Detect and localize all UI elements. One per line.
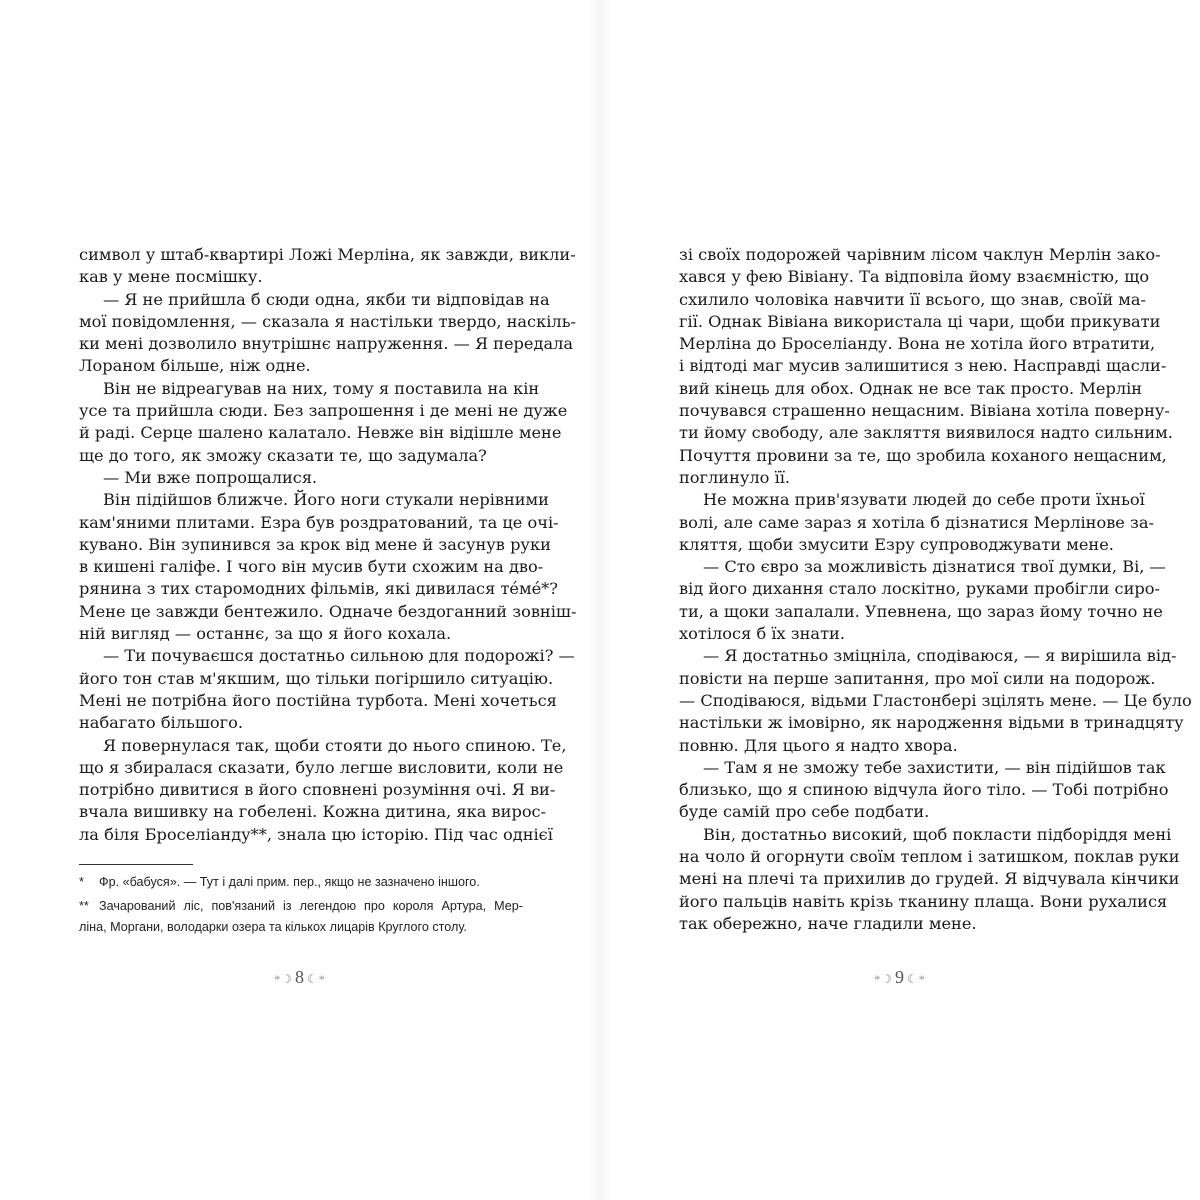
text-line: кав у мене посмішку. (79, 267, 263, 287)
page-number: 8 (295, 967, 305, 987)
moon-ornament-icon: ☾* (907, 972, 926, 986)
page-number-left (0, 967, 600, 988)
text-line: почувався страшенно нещасним. Вівіана хотіла поверну- (679, 401, 1170, 421)
text-line: що я збиралася сказати, було легше висловити, коли не (79, 757, 564, 777)
text-line: Не можна прив'язувати людей до себе проти їхньої (703, 490, 1145, 510)
text-line: ки мені дозволило внутрішнє напруження. — Я передала (79, 334, 574, 354)
right-page (600, 0, 1200, 1200)
footnote-text-continued: ліна, Моргани, володарки озера та кількох лицарів Круглого столу. (79, 919, 467, 934)
text-line: потрібно дивитися в його сповнені розуміння очі. Я ви- (79, 780, 556, 800)
text-line: мої повідомлення, — сказала я настільки твердо, наскіль- (79, 311, 576, 331)
page-number: 9 (895, 967, 905, 987)
footnote-mark: ** (79, 899, 89, 913)
text-line: мені на плечі та прихилив до грудей. Я відчувала кінчики (679, 869, 1180, 889)
text-line: Почуття провини за те, що зробила коханого нещасним, (679, 445, 1167, 465)
footnote-1 (79, 872, 523, 893)
text-line: ти, а щоки запалали. Упевнена, що зараз йому точно не (679, 601, 1163, 621)
footnote-text: Фр. «бабуся». — Тут і далі прим. пер., якщо не зазначено іншого. (99, 875, 480, 889)
text-line: буде самій про себе подбати. (679, 802, 930, 822)
text-line: — Сто євро за можливість дізнатися твої думки, Ві, — (703, 557, 1166, 577)
left-page-text (79, 244, 577, 846)
text-line: Він підійшов ближче. Його ноги стукали нерівними (103, 490, 549, 510)
text-line: від його дихання стало лоскітно, руками пробігли сиро- (679, 579, 1160, 599)
text-line: кам'яними плитами. Езра був роздратований, та це очі- (79, 512, 559, 532)
text-line: схилило чоловіка навчити її всього, що знав, своїй ма- (679, 289, 1146, 309)
moon-ornament-icon: ☾* (307, 972, 326, 986)
text-line: — Ми вже попрощалися. (103, 467, 318, 487)
text-line: кувано. Він зупинився за крок від мене й засунув руки (79, 534, 551, 554)
text-line: його тон став м'якшим, що тільки погіршило ситуацію. (79, 668, 554, 688)
text-line: повню. Для цього я надто хвора. (679, 735, 958, 755)
text-line: набагато більшого. (79, 713, 244, 733)
text-line: вчала вишивку на гобелені. Кожна дитина, яка вирос- (79, 802, 547, 822)
footnote-rule (79, 864, 193, 865)
text-line: — Я достатньо зміцніла, сподіваюся, — я вирішила від- (703, 646, 1177, 666)
text-line: Мерліна до Броселіанду. Вона не хотіла його втратити, (679, 334, 1156, 354)
text-line: вий кінець для обох. Однак не все так просто. Мерлін (679, 378, 1143, 398)
text-line: поглинуло її. (679, 467, 791, 487)
footnote-text: Зачарований ліс, пов'язаний із легендою про короля Артура, Мер- (99, 899, 523, 913)
footnote-mark: * (79, 875, 84, 889)
text-line: — Я не прийшла б сюди одна, якби ти відповідав на (103, 289, 550, 309)
text-line: настільки ж імовірно, як народження відьми в тринадцяту (679, 713, 1184, 733)
text-line: — Сподіваюся, відьми Гластонбері зцілять мене. — Це було (679, 690, 1192, 710)
text-line: — Там я не зможу тебе захистити, — він підійшов так (703, 757, 1166, 777)
text-line: волі, але саме зараз я хотіла б дізнатися Мерлінове за- (679, 512, 1154, 532)
text-line: кляття, щоби змусити Езру супроводжувати мене. (679, 534, 1114, 554)
text-line: так обережно, наче гладили мене. (679, 913, 977, 933)
text-line: зі своїх подорожей чарівним лісом чаклун Мерлін зако- (679, 245, 1161, 264)
text-line: ще до того, як зможу сказати те, що задумала? (79, 445, 487, 465)
text-line: і відтоді маг мусив залишитися з нею. Насправді щасли- (679, 356, 1167, 376)
text-line: Лораном більше, ніж одне. (79, 356, 311, 376)
text-line: хався у фею Вівіану. Та відповіла йому взаємністю, що (679, 267, 1150, 287)
text-line: повісти на перше запитання, про мої сили на подорож. (679, 668, 1156, 688)
text-line: ла біля Броселіанду**, знала цю історію. Під час однієї (79, 824, 553, 844)
text-line: на чоло й огорнути своїм теплом і затишком, поклав руки (679, 847, 1180, 867)
text-line: й раді. Серце шалено калатало. Невже він відішле мене (79, 423, 562, 443)
text-line: — Ти почуваєшся достатньо сильною для подорожі? — (103, 646, 575, 666)
text-line: ній вигляд — останнє, за що я його кохала. (79, 624, 452, 644)
text-line: усе та прийшла сюди. Без запрошення і де мені не дуже (79, 401, 568, 421)
text-line: ти йому свободу, але закляття виявилося надто сильним. (679, 423, 1173, 443)
text-line: символ у штаб-квартирі Ложі Мерліна, як завжди, викли- (79, 245, 576, 264)
text-line: хотілося б їх знати. (679, 624, 845, 644)
text-line: рянина з тих старомодних фільмів, які дивилася тéмé*? (79, 579, 558, 599)
text-line: Він не відреагував на них, тому я поставила на кін (103, 378, 540, 398)
text-line: Я повернулася так, щоби стояти до нього спиною. Те, (103, 735, 567, 755)
moon-ornament-icon: *☽ (274, 972, 293, 986)
text-line: його пальців навіть крізь тканину плаща. Вони рухалися (679, 891, 1168, 911)
text-line: гії. Однак Вівіана використала ці чари, щоби прикувати (679, 311, 1161, 331)
book-spine-shadow (588, 0, 612, 1200)
text-line: в кишені галіфе. І чого він мусив бути схожим на дво- (79, 557, 544, 577)
right-page-text (679, 244, 1192, 935)
text-line: Мене це завжди бентежило. Одначе бездоганний зовніш- (79, 601, 577, 621)
text-line: Він, достатньо високий, щоб покласти підборіддя мені (703, 824, 1172, 844)
page-number-right (600, 967, 1200, 988)
text-line: Мені не потрібна його постійна турбота. Мені хочеться (79, 690, 557, 710)
moon-ornament-icon: *☽ (874, 972, 893, 986)
footnote-2 (79, 896, 523, 937)
text-line: близько, що я спиною відчула його тіло. — Тобі потрібно (679, 780, 1169, 800)
